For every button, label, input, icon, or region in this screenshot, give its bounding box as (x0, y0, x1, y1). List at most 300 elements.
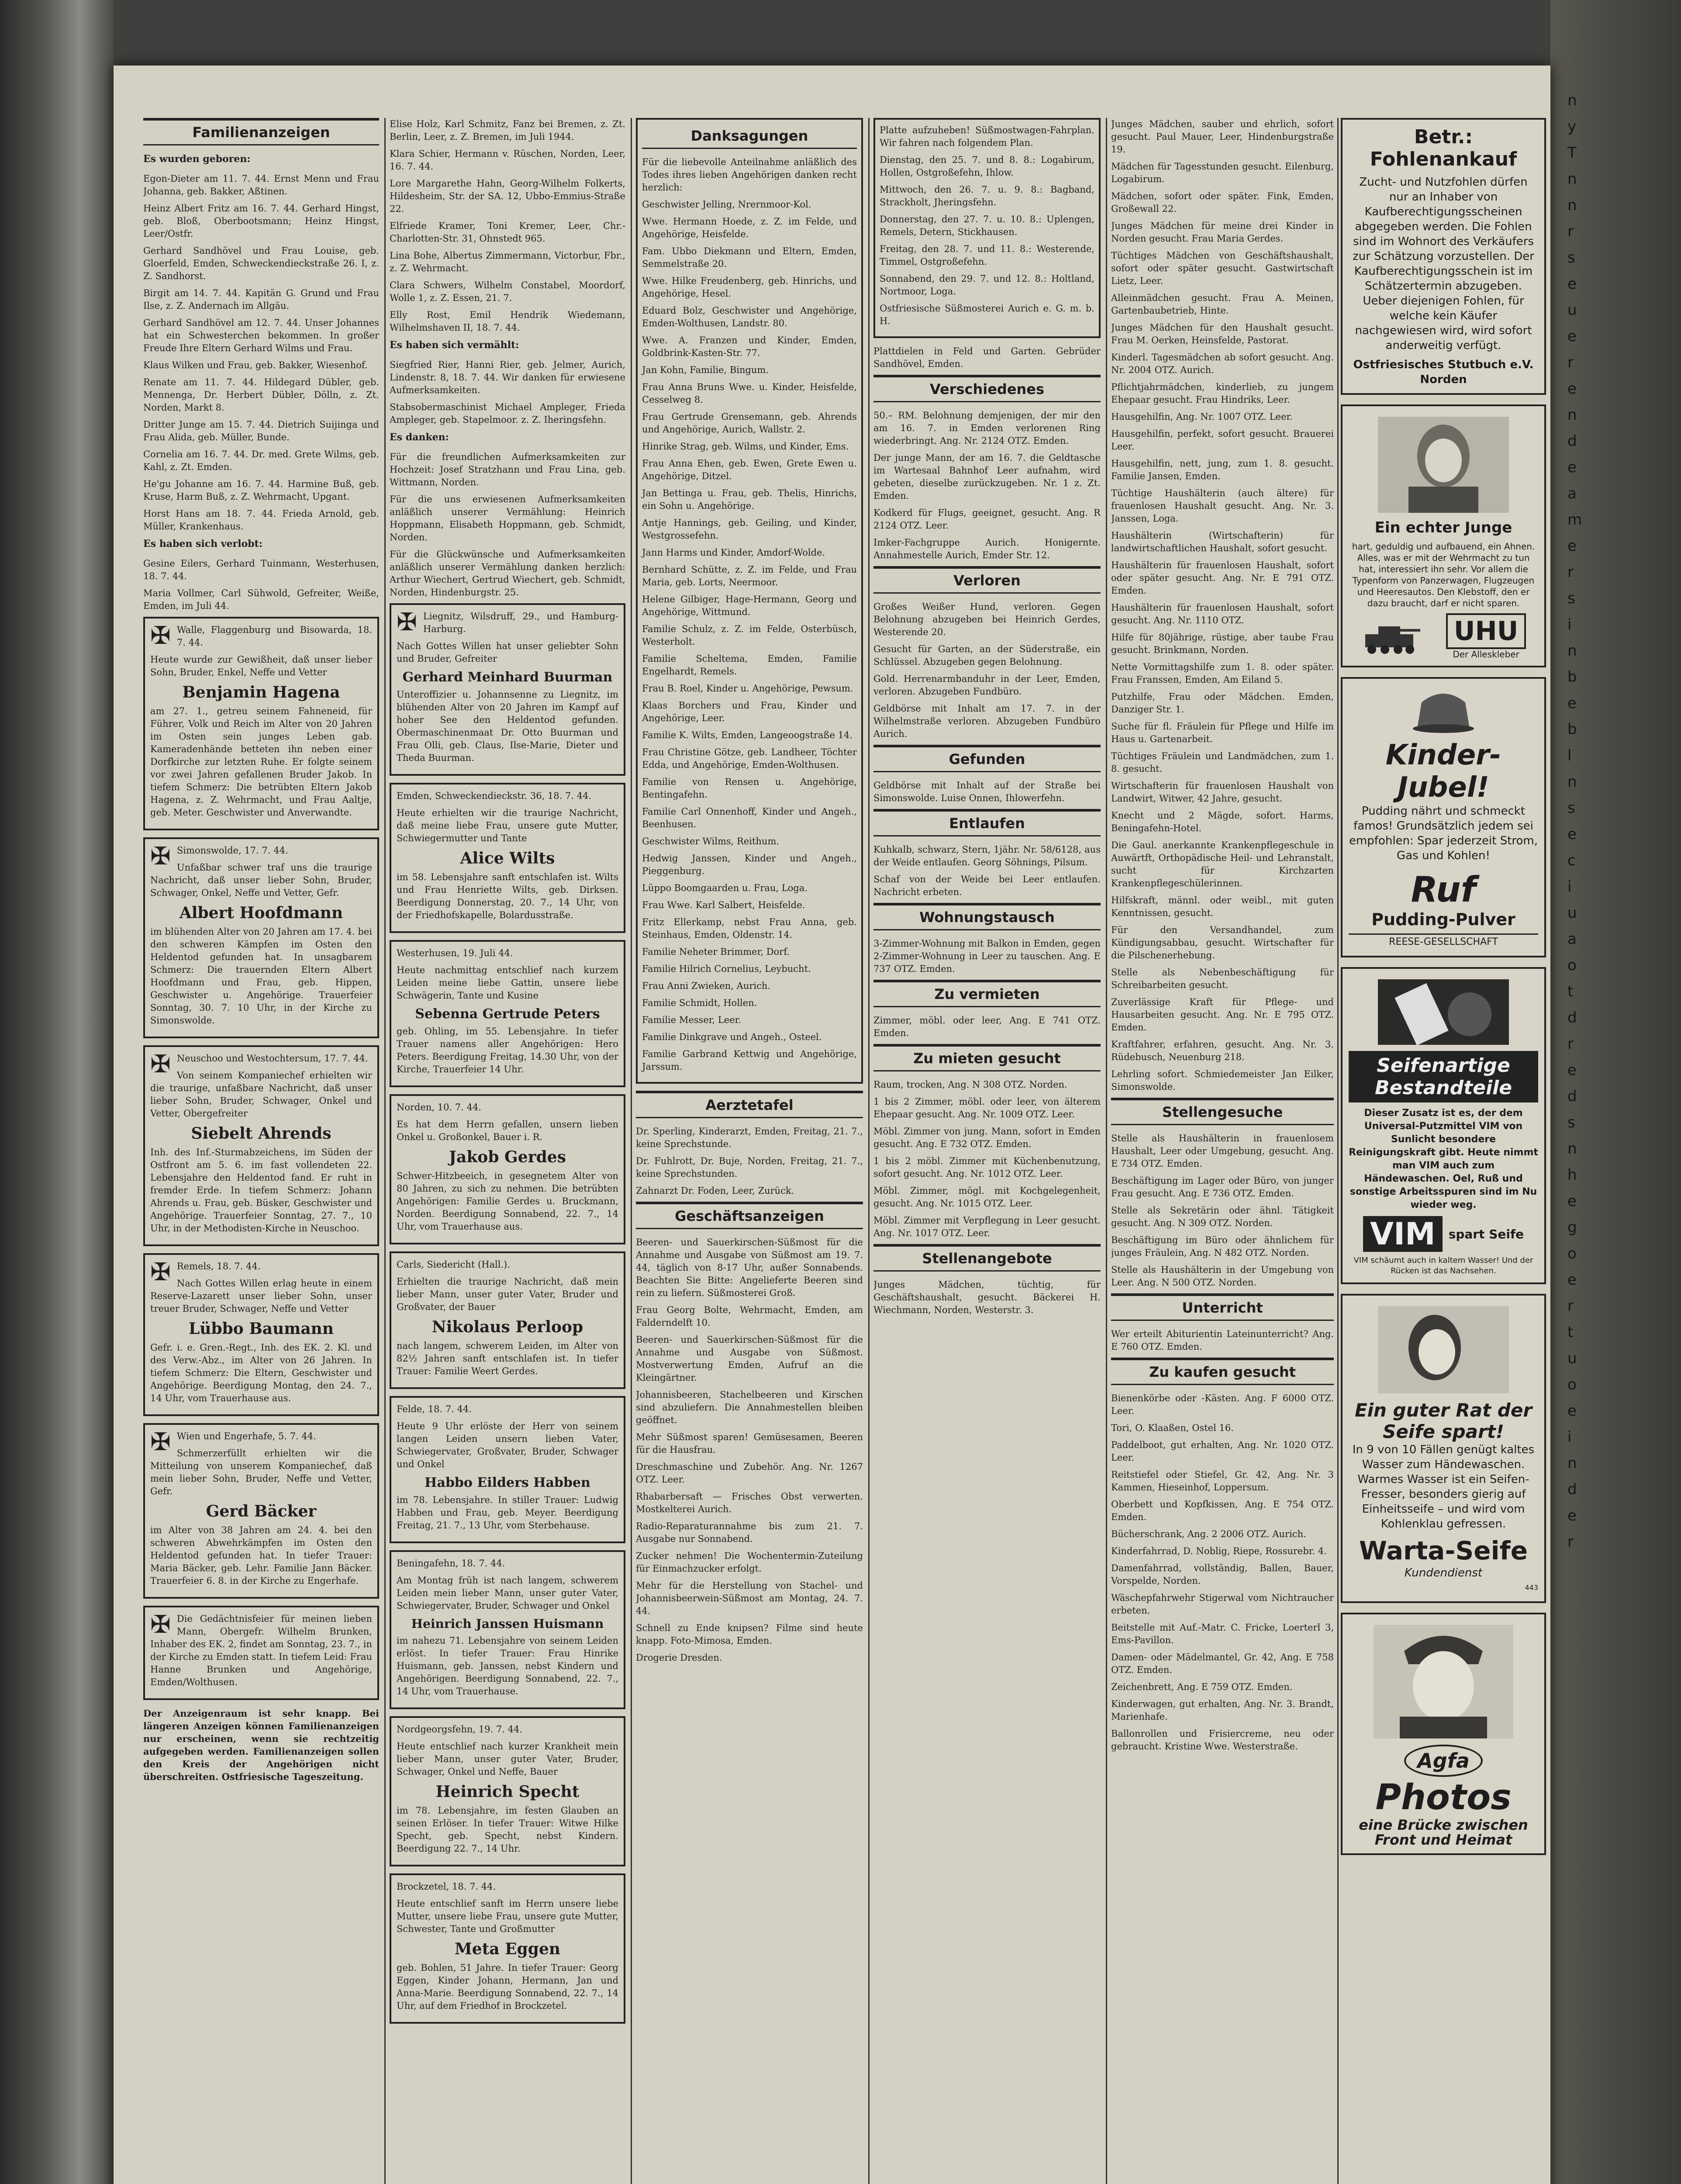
classified-entry: Hausgehilfin, Ang. Nr. 1007 OTZ. Leer. (1111, 411, 1293, 422)
thanks-entry: Familie Dinkgrave und Angeh., Osteel. (642, 1032, 822, 1042)
section-header-familienanzeigen: Familienanzeigen (143, 118, 379, 145)
classified-entry: Mädchen für Tagesstunden gesucht. Eilenburg, Logabirum. (1111, 161, 1334, 184)
ad-text: eine Brücke zwischen Front und Heimat (1359, 1817, 1528, 1848)
business-entry: Frau Georg Bolte, Wehrmacht, Emden, am Falderndelft 10. (636, 1305, 863, 1328)
birth-entry: Gerhard Sandhövel am 12. 7. 44. Unser Johannes hat ein Schwesterchen bekommen. In großer Freude Ihre Eltern Gerhard Wilms und Frau. (143, 318, 379, 353)
obituary-place: Neuschoo und Westochtersum, 17. 7. 44. (176, 1053, 368, 1064)
runaway-list (873, 843, 1101, 898)
iron-cross-icon: ✠ (150, 1428, 171, 1456)
newspaper-page (114, 66, 1550, 2184)
classified-entry: 3-Zimmer-Wohnung mit Balkon in Emden, gegen 2-Zimmer-Wohnung in Leer zu tauschen. Ang. E 737 OTZ. Emden. (873, 938, 1101, 974)
classified-entry: Beschäftigung im Büro oder ähnlichem für junges Fräulein, Ang. N 482 OTZ. Norden. (1111, 1235, 1334, 1258)
obituary-intro: Nach Gottes Willen erlag heute in einem Reserve-Lazarett unser lieber Sohn, unser treuer Bruder, Schwager, Neffe und Vetter (150, 1278, 372, 1314)
classified-entry: Knecht und 2 Mägde, sofort. Harms, Beningafehn-Hotel. (1111, 810, 1334, 833)
adjacent-page-fragment: s (1567, 249, 1575, 266)
adjacent-page-fragment: y (1567, 118, 1577, 135)
adjacent-page-fragment: d (1567, 432, 1577, 450)
section-header-stellengesuche: Stellengesuche (1111, 1098, 1334, 1125)
classified-entry: Junges Mädchen für meine drei Kinder in Norden gesucht. Frau Maria Gerdes. (1111, 221, 1334, 244)
adjacent-page-fragment: o (1567, 1376, 1577, 1393)
adjacent-page-fragment: n (1567, 1455, 1577, 1472)
timetable-entry: Dienstag, den 25. 7. und 8. 8.: Logabirum, Hollen, Ostgroßefehn, Ihlow. (880, 155, 1094, 178)
classified-entry: Plattdielen in Feld und Garten. Gebrüder Sandhövel, Emden. (873, 346, 1101, 369)
obituary-place: Brockzetel, 18. 7. 44. (397, 1881, 496, 1892)
classified-entry: Imker-Fachgruppe Aurich. Honigernte. Annahmestelle Aurich, Emder Str. 12. (873, 537, 1101, 560)
warta-subtitle: Kundendienst (1404, 1566, 1483, 1579)
engagement-entry: Lina Bohe, Albertus Zimmermann, Victorbur, Fbr., z. Z. Wehrmacht. (390, 250, 625, 273)
adjacent-page-fragment: b (1567, 668, 1577, 686)
obituary-text: im 58. Lebensjahre sanft entschlafen ist. Wilts und Frau Henriette Wilts, geb. Dirksen. Beerdigung Donnerstag, 20. 7., 14 Uhr, von der Friedhofskapelle, Bolardusstraße. (397, 872, 618, 920)
section-header-zu-kaufen-gesucht: Zu kaufen gesucht (1111, 1358, 1334, 1385)
obituary-text: am 27. 1., getreu seinem Fahneneid, für Führer, Volk und Reich im Alter von 20 Jahren im Osten sein junges Leben gab. Kameradenhände betteten ihn neben einer Dorfkirche zur letzten Ruhe. Er folgte seinem vor zwei Jahren gefallenen Bruder Jakob. In tiefem Schmerz: Die betrübten Eltern Jakob Hagena, z. Z. Wehrmacht, und Frau Aaltje, geb. Meter. Geschwister und Anverwandte. (150, 706, 372, 818)
thanks-entry: Familie Schmidt, Hollen. (642, 998, 757, 1008)
obituary-intro: Erhielten die traurige Nachricht, daß mein lieber Mann, unser guter Vater, Bruder und Großvater, der Bauer (397, 1276, 618, 1312)
obituary-buurman (390, 603, 625, 776)
cider-timetable-box (873, 118, 1101, 338)
timetable-entry: Platte aufzuheben! Süßmostwagen-Fahrplan. Wir fahren nach folgendem Plan. (880, 125, 1094, 148)
doctor-entry: Dr. Fuhlrott, Dr. Buje, Norden, Freitag, 21. 7., keine Sprechstunden. (636, 1156, 863, 1179)
classified-entry: Wäschepfahrwehr Stigerwal vom Nichtraucher erbeten. (1111, 1593, 1334, 1616)
obituary-text: Inh. des Inf.-Sturmabzeichens, im Süden der Ostfront am 5. 6. im fast vollendeten 22. Lebensjahre den Heldentod fand. Er ruht in fremder Erde. In tiefem Schmerz: Johann Ahrends u. Frau, geb. Büsker, Geschwister und Angehörige. Trauerfeier Sonntag, 27. 7., 10 Uhr, in der Methodisten-Kirche in Neuschoo. (150, 1147, 372, 1234)
engagement-entry: Klara Schier, Hermann v. Rüschen, Norden, Leer, 16. 7. 44. (390, 149, 625, 172)
business-entry: Rhabarbersaft — Frisches Obst verwerten. Mostkelterei Aurich. (636, 1491, 863, 1514)
adjacent-page-fragment: m (1567, 511, 1582, 529)
thanks-entry: Für die uns erwiesenen Aufmerksamkeiten anläßlich unserer Vermählung: Heinrich Hoppmann, Elisabeth Hoppmann, geb. Schmidt, Norden. (390, 494, 625, 543)
adjacent-page-fragment: e (1567, 1402, 1577, 1420)
business-entry: Dreschmaschine und Zubehör. Ang. Nr. 1267 OTZ. Leer. (636, 1462, 863, 1485)
obituary-place: Liegnitz, Wilsdruff, 29., und Hamburg-Harburg. (423, 611, 618, 634)
obituary-name: Gerd Bäcker (206, 1502, 317, 1521)
column-classifieds-b (1111, 118, 1334, 1757)
classified-entry: Möbl. Zimmer von jung. Mann, sofort in Emden gesucht. Ang. E 732 OTZ. Emden. (873, 1126, 1101, 1149)
obituary-intro: Heute erhielten wir die traurige Nachricht, daß meine liebe Frau, unsere gute Mutter, Schwiegermutter und Tante (397, 808, 618, 843)
section-header-verloren: Verloren (873, 566, 1101, 594)
birth-entry: Gerhard Sandhövel und Frau Louise, geb. Gloerfeld, Emden, Schweckendieckstraße 26. I, z. Z. Sandhorst. (143, 245, 379, 281)
obituary-place: Simonswolde, 17. 7. 44. (176, 845, 288, 856)
classified-entry: Geldbörse mit Inhalt auf der Straße bei Simonswolde. Luise Onnen, Ihlowerfehn. (873, 780, 1101, 803)
classified-entry: Beschäftigung im Lager oder Büro, von junger Frau gesucht. Ang. E 736 OTZ. Emden. (1111, 1175, 1334, 1199)
vim-logo-row (1349, 1216, 1538, 1252)
obituary-gerdes (390, 1094, 625, 1244)
adjacent-page-fragment: s (1567, 1114, 1575, 1131)
column-rule (868, 118, 870, 2184)
thanks-entry: Frau Gertrude Grensemann, geb. Ahrends und Angehörige, Aurich, Wallstr. 2. (642, 411, 857, 435)
obituary-name: Jakob Gerdes (449, 1148, 566, 1166)
classified-entry: Möbl. Zimmer, mögl. mit Kochgelegenheit, gesucht. Ang. Nr. 1015 OTZ. Leer. (873, 1185, 1101, 1209)
column-rule (631, 118, 632, 2184)
thanks-entry: Antje Hannings, geb. Geiling, und Kinder, Westgrossefehn. (642, 518, 857, 541)
business-entry: Mehr Süßmost sparen! Gemüsesamen, Beeren für die Hausfrau. (636, 1432, 863, 1455)
adjacent-page-fragment: u (1567, 301, 1577, 319)
thanks-entry: Helene Gilbiger, Hage-Hermann, Georg und Angehörige, Wittmund. (642, 594, 857, 617)
obituary-perloop (390, 1251, 625, 1389)
thanks-entry: Frau Christine Götze, geb. Landheer, Töchter Edda, und Angehörige, Emden-Wolthusen. (642, 747, 857, 770)
engagement-list (143, 557, 379, 612)
section-header-zu-mieten-gesucht: Zu mieten gesucht (873, 1044, 1101, 1071)
obituary-eggen (390, 1873, 625, 2024)
ad-title: Kinder-Jubel! (1385, 739, 1502, 804)
thanks-entry: Frau Anna Bruns Wwe. u. Kinder, Heisfelde, Cesselweg 8. (642, 382, 857, 405)
obituary-text: im nahezu 71. Lebensjahre von seinem Leiden erlöst. In tiefer Trauer: Frau Hinrike Huismann, geb. Janssen, nebst Kindern und Angehörigen. Beerdigung Sonnabend, 22. 7., 14 Uhr, vom Trauerhause. (397, 1635, 618, 1697)
classified-entry: Kraftfahrer, erfahren, gesucht. Ang. Nr. 3. Rüdebusch, Neuenburg 218. (1111, 1039, 1334, 1062)
vim-brand: VIM (1363, 1216, 1443, 1252)
classified-entry: Zuverlässige Kraft für Pflege- und Hausarbeiten gesucht. Ang. Nr. E 795 OTZ. Emden. (1111, 997, 1334, 1033)
uhu-tagline: Der Alleskleber (1453, 649, 1519, 660)
classified-entry: 50.– RM. Belohnung demjenigen, der mir den am 16. 7. in Emden verlorenen Ring wiederbringt. Ang. Nr. 2124 OTZ. Emden. (873, 410, 1101, 446)
ad-warta-seife (1341, 1294, 1546, 1603)
column-rule (384, 118, 386, 2184)
classified-entry: Stelle als Haushälterin in der Umgebung von Leer. Ang. N 500 OTZ. Norden. (1111, 1265, 1334, 1288)
thanks-entry: Familie Neheter Brimmer, Dorf. (642, 947, 790, 957)
adjacent-page-fragment: e (1567, 380, 1577, 397)
obituary-name: Gerhard Meinhard Buurman (402, 670, 613, 685)
column-family-notices (143, 118, 379, 1787)
classified-entry: Hilfe für 80jährige, rüstige, aber taube Frau gesucht. Brinkmann, Norden. (1111, 632, 1334, 655)
classified-entry: Möbl. Zimmer mit Verpflegung in Leer gesucht. Ang. Nr. 1017 OTZ. Leer. (873, 1215, 1101, 1238)
business-entry: Johannisbeeren, Stachelbeeren und Kirschen sind abzuliefern. Die Annahmestellen bleiben geöffnet. (636, 1389, 863, 1425)
birth-entry: Klaus Wilken und Frau, geb. Bakker, Wiesenhof. (143, 360, 368, 370)
obituary-place: Walle, Flaggenburg und Bisowarda, 18. 7. 44. (176, 625, 372, 648)
adjacent-page-text (1567, 87, 1672, 1555)
obituary-place: Carls, Siedericht (Hall.). (397, 1259, 511, 1270)
birth-entry: He'gu Johanne am 16. 7. 44. Harmine Buß, geb. Kruse, Harm Buß, z. Z. Wehrmacht, Upgant. (143, 479, 379, 502)
thanks-entry: Jan Kohn, Familie, Bingum. (642, 365, 769, 375)
ad-title: Betr.: Fohlenankauf (1370, 126, 1517, 170)
obituary-place: Felde, 18. 7. 44. (397, 1404, 472, 1414)
cider-timetable (880, 124, 1094, 328)
thanks-entry: Familie Carl Onnenhoff, Kinder und Angeh., Beenhusen. (642, 806, 857, 829)
thanks-entry: Wwe. Hermann Hoede, z. Z. im Felde, und Angehörige, Heisfelde. (642, 216, 857, 239)
iron-cross-icon: ✠ (150, 842, 171, 871)
classified-entry: 1 bis 2 möbl. Zimmer mit Küchenbenutzung, sofort gesucht. Ang. Nr. 1012 OTZ. Leer. (873, 1156, 1101, 1179)
business-entry: Mehr für die Herstellung von Stachel- und Johannisbeerwein-Süßmost am Montag, 24. 7. 44. (636, 1580, 863, 1616)
doctor-entry: Dr. Sperling, Kinderarzt, Emden, Freitag, 21. 7., keine Sprechstunde. (636, 1126, 863, 1149)
adjacent-page-fragment: u (1567, 1350, 1577, 1367)
wanted-to-buy-list (1111, 1392, 1334, 1753)
ruf-company: REESE-GESELLSCHAFT (1349, 933, 1538, 950)
classified-entry: Tüchtiges Fräulein und Landmädchen, zum 1. 8. gesucht. (1111, 751, 1334, 774)
adjacent-page-fragment: e (1567, 826, 1577, 843)
for-rent-list (873, 1014, 1101, 1040)
classified-entry: Junges Mädchen, tüchtig, für Geschäftshaushalt, gesucht. Bäckerei H. Wiechmann, Norden, Westerstr. 3. (873, 1279, 1101, 1315)
classified-entry: Kodkerd für Flugs, geeignet, gesucht. Ang. R 2124 OTZ. Leer. (873, 508, 1101, 531)
timetable-entry: Mittwoch, den 26. 7. u. 9. 8.: Bagband, Strackholt, Jheringsfehn. (880, 184, 1094, 207)
tank-icon (1361, 617, 1422, 656)
thanks-entry: Familie Messer, Leer. (642, 1015, 742, 1025)
business-entry: Beeren- und Sauerkirschen-Süßmost für die Annahme und Ausgabe von Süßmost am 19. 7. 44, täglich von 8-17 Uhr, außer Sonnabends. Beachten Sie Bitte: Angelieferte Beeren sind rein zu liefern. Süßmosterei Groß. (636, 1237, 863, 1298)
classified-entry: Kinderfahrrad, D. Noblig, Riepe, Rossurebr. 4. (1111, 1546, 1327, 1556)
obituary-habben (390, 1396, 625, 1543)
soldier-portrait-icon (1374, 1625, 1513, 1738)
obituary-place: Westerhusen, 19. Juli 44. (397, 948, 513, 958)
engagement-entry: Clara Schwers, Wilhelm Constabel, Moordorf, Wolle 1, z. Z. Essen, 21. 7. (390, 280, 625, 303)
adjacent-page-fragment: n (1567, 92, 1577, 109)
engagement-entry: Elfriede Kramer, Toni Kremer, Leer, Chr.-Charlotten-Str. 31, Ohnstedt 965. (390, 221, 625, 244)
adjacent-page-fragment: r (1567, 1297, 1574, 1315)
classified-entry: Mädchen, sofort oder später. Fink, Emden, Großewall 22. (1111, 191, 1334, 214)
classified-entry: Oberbett und Kopfkissen, Ang. E 754 OTZ. Emden. (1111, 1499, 1334, 1522)
thanks-list (642, 156, 857, 1073)
obituary-wilts (390, 783, 625, 933)
engagement-entry: Elise Holz, Karl Schmitz, Fanz bei Bremen, z. Zt. Berlin, Leer, z. Z. Bremen, im Juli 1944. (390, 119, 625, 142)
thanks-entry: Wwe. Hilke Freudenberg, geb. Hinrichs, und Angehörige, Hesel. (642, 276, 857, 299)
adjacent-page-fragment: l (1567, 747, 1572, 764)
classified-entry: Tüchtiges Mädchen von Geschäftshaushalt, sofort oder später gesucht. Gastwirtschaft Lietz, Leer. (1111, 250, 1334, 286)
obituary-intro: Am Montag früh ist nach langem, schwerem Leiden mein lieber Mann, unser guter Vater, Schwiegervater, Bruder, Schwager und Onkel (397, 1575, 618, 1611)
tutoring-list (1111, 1328, 1334, 1353)
obituary-text: im 78. Lebensjahre. In stiller Trauer: Ludwig Habben und Frau, geb. Meyer. Beerdigung Freitag, 21. 7., 13 Uhr, vom Sterbehause. (397, 1495, 618, 1531)
birth-list (143, 173, 379, 533)
doctors-list (636, 1125, 863, 1197)
subheading-married: Es haben sich vermählt: (390, 339, 519, 351)
section-header-gefunden: Gefunden (873, 745, 1101, 772)
ad-title: Photos (1375, 1777, 1512, 1818)
classified-entry: Der junge Mann, der am 16. 7. die Geldtasche im Wartesaal Bahnhof Leer aufnahm, wird gebeten, dieselbe zurückzugeben. Nr. 1 z. Zt. Emden. (873, 453, 1101, 501)
obituary-text: geb. Ohling, im 55. Lebensjahre. In tiefer Trauer namens aller Angehörigen: Hero Peters. Beerdigung Freitag, 14.30 Uhr, von der Kirche, Trauerfeier 14 Uhr. (397, 1026, 618, 1075)
obituary-name: Albert Hoofdmann (179, 904, 343, 922)
uhu-brand: UHU (1446, 613, 1526, 649)
adjacent-page-fragment: s (1567, 799, 1575, 817)
obituary-intro: Es hat dem Herrn gefallen, unsern lieben Onkel u. Großonkel, Bauer i. R. (397, 1119, 618, 1142)
classified-entry: Hausgehilfin, perfekt, sofort gesucht. Brauerei Leer. (1111, 429, 1334, 452)
timetable-entry: Ostfriesische Süßmosterei Aurich e. G. m. b. H. (880, 303, 1094, 326)
section-header-wohnungstausch: Wohnungstausch (873, 903, 1101, 930)
job-listings (1111, 118, 1334, 1093)
thanks-entry: Eduard Bolz, Geschwister und Angehörige, Emden-Wolthusen, Landstr. 80. (642, 305, 857, 328)
classified-entry: Großes Weißer Hund, verloren. Gegen Belohnung abzugeben bei Heinrich Gerdes, Westerende 20. (873, 601, 1101, 637)
section-header-entlaufen: Entlaufen (873, 809, 1101, 836)
subheading-thanks: Es danken: (390, 432, 449, 443)
obituary-name: Sebenna Gertrude Peters (415, 1006, 600, 1022)
timetable-entry: Freitag, den 28. 7. und 11. 8.: Westerende, Timmel, Ostgroßefehn. (880, 244, 1094, 267)
ruf-product: Pudding-Pulver (1371, 910, 1515, 929)
classified-entry: Suche für fl. Fräulein für Pflege und Hilfe im Haus u. Gartenarbeit. (1111, 721, 1334, 744)
adjacent-page-fragment: d (1567, 1481, 1577, 1498)
obituary-ahrends (143, 1045, 379, 1246)
column-thanks-business (636, 118, 863, 1669)
obituary-hagena (143, 617, 379, 830)
classified-entry: Wirtschafterin für frauenlosen Haushalt von Landwirt, Witwer, 42 Jahre, gesucht. (1111, 781, 1334, 804)
birth-entry: Heinz Albert Fritz am 16. 7. 44. Gerhard Hingst, geb. Bloß, Oberbootsmann; Heinz Hingst, Leer/Ostfr. (143, 203, 379, 239)
subheading-engaged: Es haben sich verlobt: (143, 538, 262, 549)
ad-uhu (1341, 404, 1546, 667)
column-classifieds-a (873, 118, 1101, 1321)
birth-entry: Birgit am 14. 7. 44. Kapitän G. Grund und Frau Ilse, z. Z. Andernach im Allgäu. (143, 288, 379, 311)
iron-cross-icon: ✠ (150, 1258, 171, 1286)
thanks-entry: Frau B. Roel, Kinder u. Angehörige, Pewsum. (642, 683, 853, 694)
adjacent-page-fragment: o (1567, 957, 1577, 974)
classified-entry: 1 bis 2 Zimmer, möbl. oder leer, von älterem Ehepaar gesucht. Ang. Nr. 1009 OTZ. Leer. (873, 1096, 1101, 1120)
classified-entry: Stelle als Haushälterin in frauenlosem Haushalt, Leer oder Umgebung, gesucht. Ang. E 734 OTZ. Emden. (1111, 1133, 1334, 1169)
classified-entry: Haushälterin für frauenlosen Haushalt, sofort gesucht. Ang. Nr. 1110 OTZ. (1111, 602, 1334, 625)
birth-entry: Renate am 11. 7. 44. Hildegard Dübler, geb. Mennenga, Dr. Herbert Dübler, Dölln, z. Zt. Norden, Markt 8. (143, 377, 379, 413)
adjacent-page-fragment: n (1567, 170, 1577, 188)
ad-text: hart, geduldig und aufbauend, ein Ahnen. Alles, was er mit der Wehrmacht zu tun hat, interessiert ihn sehr. Vor allem die Typenform von Panzerwagen, Flugzeugen und Heeresautos. Den Klebstoff, den er dazu braucht, darf er nicht sparen. (1352, 541, 1535, 608)
obituary-text: im Alter von 38 Jahren am 24. 4. bei den schweren Abwehrkämpfen im Osten den Heldentod gefunden hat. In tiefer Trauer: Maria Bäcker, geb. Lehr. Familie Jann Bäcker. Trauerfeier 6. 8. in der Kirche zu Engerhafe. (150, 1525, 372, 1586)
job-offers-list (873, 1279, 1101, 1317)
thanks-entry: Frau Anna Ehen, geb. Ewen, Grete Ewen u. Angehörige, Ditzel. (642, 458, 857, 481)
obituary-text: im 78. Lebensjahre, im festen Glauben an seinen Erlöser. In tiefer Trauer: Witwe Hilke Specht, geb. Specht, nebst Kindern. Beerdigung 22. 7., 14 Uhr. (397, 1805, 618, 1854)
adjacent-page-fragment: d (1567, 1088, 1577, 1105)
classified-entry: Alleinmädchen gesucht. Frau A. Meinen, Gartenbaubetrieb, Hinte. (1111, 293, 1334, 316)
classified-entry: Kinderwagen, gut erhalten, Ang. Nr. 3. Brandt, Marienhafe. (1111, 1699, 1334, 1722)
business-entry: Zucker nehmen! Die Wochentermin-Zuteilung für Einmachzucker erfolgt. (636, 1551, 863, 1574)
adjacent-page-fragment: n (1567, 1140, 1577, 1158)
wanted-to-rent-list (873, 1078, 1101, 1240)
classified-entry: Haushälterin (Wirtschafterin) für landwirtschaftlichen Haushalt, sofort gesucht. (1111, 530, 1334, 553)
column-rule (1337, 118, 1339, 2184)
iron-cross-icon: ✠ (150, 1050, 171, 1078)
ad-text: Zucht- und Nutzfohlen dürfen nur an Inhaber von Kaufberechtigungsscheinen abgegeben werden. Die Fohlen sind im Wohnort des Verkäufers zur Schätzung vorzustellen. Der Kaufberechtigungsschein ist im Schätzertermin abzugeben. Ueber diejenigen Fohlen, für welche kein Käufer nachgewiesen wird, wird sofort anderweitig verfügt. (1353, 176, 1534, 352)
obituary-name: Benjamin Hagena (182, 683, 340, 702)
advertisement-column (1341, 118, 1546, 1865)
business-entry: Radio-Reparaturannahme bis zum 21. 7. Ausgabe nur Sonnabend. (636, 1521, 863, 1544)
obituary-name: Heinrich Specht (435, 1783, 580, 1801)
classified-entry: Tori, O. Klaaßen, Ostel 16. (1111, 1423, 1234, 1433)
obituary-text: Unteroffizier u. Johannsenne zu Liegnitz, im blühenden Alter von 20 Jahren im Kampf auf hoher See den Heldentod gefunden. Obermaschinenmaat Dr. Otto Buurman und Frau Olli, geb. Claus, Ilse-Marie, Dieter und Theda Buurman. (397, 689, 618, 763)
adjacent-page-fragment: r (1567, 354, 1574, 371)
ad-title: Ein echter Junge (1374, 519, 1512, 536)
adjacent-page-fragment: n (1567, 197, 1577, 214)
classified-entry: Kinderl. Tagesmädchen ab sofort gesucht. Ang. Nr. 2004 OTZ. Aurich. (1111, 352, 1334, 375)
thanks-entry: Jann Harms und Kinder, Amdorf-Wolde. (642, 547, 825, 558)
birth-entry: Horst Hans am 18. 7. 44. Frieda Arnold, geb. Müller, Krankenhaus. (143, 508, 379, 532)
adjacent-page-fragment: s (1567, 590, 1575, 607)
adjacent-page-fragment: e (1567, 537, 1577, 555)
business-list (636, 1236, 863, 1664)
adjacent-page-fragment: e (1567, 1061, 1577, 1079)
found-list (873, 779, 1101, 805)
classified-entry: Raum, trocken, Ang. N 308 OTZ. Norden. (873, 1079, 1067, 1090)
obituary-place: Nordgeorgsfehn, 19. 7. 44. (397, 1724, 523, 1735)
engagement-entry: Lore Margarethe Hahn, Georg-Wilhelm Folkerts, Hildesheim, Str. der SA. 12, Ubbo-Emmius-Straße 22. (390, 178, 625, 214)
section-header-aerztetafel: Aerztetafel (636, 1091, 863, 1118)
thanks-entry: Familie K. Wilts, Emden, Langeoogstraße 14. (642, 730, 853, 740)
adjacent-page-fragment: r (1567, 563, 1574, 581)
engagement-entry: Elly Rost, Emil Hendrik Wiedemann, Wilhelmshaven II, 18. 7. 44. (390, 310, 625, 333)
ad-vim (1341, 967, 1546, 1284)
adjacent-page-fragment: a (1567, 485, 1577, 502)
obituary-intro: Von seinem Kompaniechef erhielten wir die traurige, unfaßbare Nachricht, daß unser lieber Sohn, Bruder, Schwager, Onkel und Vetter, Obergefreiter (150, 1070, 372, 1119)
classified-entry: Bienenkörbe oder -Kästen. Ang. F 6000 OTZ. Leer. (1111, 1393, 1334, 1416)
ad-text: Dieser Zusatz ist es, der dem Universal-Putzmittel VIM von Sunlicht besondere Reinigungskraft gibt. Heute nimmt man VIM auch zum Händewaschen. Oel, Ruß und sonstige Arbeitsspuren sind im Nu wieder weg. (1349, 1108, 1538, 1210)
obituary-intro: Heute 9 Uhr erlöste der Herr von seinem langen Leiden unsern lieben Vater, Schwiegervater, Großvater, Bruder, Schwager und Onkel (397, 1421, 618, 1469)
thanks-entry: Lüppo Boomgaarden u. Frau, Loga. (642, 883, 808, 893)
agfa-logo: Agfa (1404, 1745, 1483, 1777)
timetable-entry: Donnerstag, den 27. 7. u. 10. 8.: Uplengen, Remels, Detern, Stickhausen. (880, 214, 1094, 237)
obituary-name: Habbo Eilders Habben (425, 1475, 590, 1490)
ad-signature: Ostfriesisches Stutbuch e.V. Norden (1353, 358, 1534, 386)
adjacent-page-fragment: e (1567, 459, 1577, 476)
adjacent-page-edge (1550, 0, 1681, 2184)
adjacent-page-fragment: e (1567, 1507, 1577, 1524)
classified-entry: Junges Mädchen, sauber und ehrlich, sofort gesucht. Paul Mauer, Leer, Hindenburgstraße 19. (1111, 119, 1334, 155)
section-header-verschiedenes: Verschiedenes (873, 375, 1101, 402)
classified-entry: Damen- oder Mädelmantel, Gr. 42, Ang. E 758 OTZ. Emden. (1111, 1652, 1334, 1675)
vim-slogan: spart Seife (1448, 1227, 1524, 1241)
classified-entry: Bücherschrank, Ang. 2 2006 OTZ. Aurich. (1111, 1529, 1306, 1539)
adjacent-page-fragment: e (1567, 1271, 1577, 1289)
adjacent-page-fragment: e (1567, 275, 1577, 293)
thanks-entry: Jan Bettinga u. Frau, geb. Thelis, Hinrichs, ein Sohn u. Angehörige. (642, 488, 857, 511)
adjacent-page-fragment: e (1567, 1192, 1577, 1210)
birth-entry: Cornelia am 16. 7. 44. Dr. med. Grete Wilms, geb. Kahl, z. Zt. Emden. (143, 449, 379, 472)
adjacent-page-fragment: r (1567, 1533, 1574, 1551)
section-header-zu-vermieten: Zu vermieten (873, 980, 1101, 1007)
thanks-entry: Familie Garbrand Kettwig und Angehörige, Jarssum. (642, 1049, 857, 1072)
ad-title: Ein guter Rat der Seife spart! (1354, 1400, 1533, 1442)
engagement-entry: Gesine Eilers, Gerhard Tuinmann, Westerhusen, 18. 7. 44. (143, 558, 379, 581)
adjacent-page-fragment: i (1567, 1428, 1572, 1446)
adjacent-page-fragment: i (1567, 878, 1572, 895)
marriage-entry: Siegfried Rier, Hanni Rier, geb. Jelmer, Aurich, Lindenstr. 8, 18. 7. 44. Wir danken für erwiesene Aufmerksamkeiten. (390, 359, 625, 395)
obituary-huismann (390, 1550, 625, 1709)
section-header-danksagungen: Danksagungen (642, 124, 857, 149)
thanks-entry: Für die liebevolle Anteilnahme anläßlich des Todes ihres lieben Angehörigen danken recht herzlich: (642, 157, 857, 193)
classified-entry: Zimmer, möbl. oder leer, Ang. E 741 OTZ. Emden. (873, 1015, 1101, 1038)
birth-entry: Egon-Dieter am 11. 7. 44. Ernst Menn und Frau Johanna, geb. Bakker, Aßtinen. (143, 173, 379, 197)
classified-entry: Gold. Herrenarmbanduhr in der Leer, Emden, verloren. Abzugeben Fundbüro. (873, 674, 1101, 697)
thanks-entry: Frau Anni Zwieken, Aurich. (642, 981, 771, 991)
classified-entry: Schaf von der Weide bei Leer entlaufen. Nachricht erbeten. (873, 874, 1101, 897)
obituary-intro: Schmerzerfüllt erhielten wir die Mitteilung von unserem Kompaniechef, daß mein lieber Sohn, Bruder, Neffe und Vetter, Gefr. (150, 1448, 372, 1496)
obituary-intro: Heute wurde zur Gewißheit, daß unser lieber Sohn, Bruder, Enkel, Neffe und Vetter (150, 654, 372, 677)
ad-ruf-pudding (1341, 677, 1546, 957)
obituary-place: Norden, 10. 7. 44. (397, 1102, 481, 1113)
adjacent-page-fragment: r (1567, 223, 1574, 240)
ad-text: Pudding nährt und schmeckt famos! Grundsätzlich jedem sei empfohlen: Spar jederzeit Strom, Gas und Kohlen! (1349, 805, 1538, 862)
obituary-text: nach langem, schwerem Leiden, im Alter von 82½ Jahren sanft entschlafen ist. In tiefer Trauer: Familie Weert Gerdes. (397, 1341, 618, 1376)
adjacent-page-fragment: t (1567, 1324, 1574, 1341)
adjacent-page-fragment: r (1567, 1035, 1574, 1053)
adjacent-page-fragment: d (1567, 1009, 1577, 1026)
misc-list (873, 409, 1101, 562)
classified-entry: Zeichenbrett, Ang. E 759 OTZ. Emden. (1111, 1682, 1293, 1692)
classified-entry: Nette Vormittagshilfe zum 1. 8. oder später. Frau Franssen, Emden, Am Eiland 5. (1111, 662, 1334, 685)
adjacent-page-fragment: h (1567, 1166, 1577, 1184)
birth-entry: Dritter Junge am 15. 7. 44. Dietrich Suijinga und Frau Alida, geb. Müller, Bunde. (143, 419, 379, 442)
classified-entry: Hilfskraft, männl. oder weibl., mit guten Kenntnissen, gesucht. (1111, 895, 1334, 918)
thanks-entry: Wwe. A. Franzen und Kinder, Emden, Goldbrink-Kasten-Str. 77. (642, 335, 857, 358)
classified-entry: Pflichtjahrmädchen, kinderlieb, zu jungem Ehepaar gesucht. Frau Hindriks, Leer. (1111, 382, 1334, 405)
thanks-entry: Für die Glückwünsche und Aufmerksamkeiten anläßlich unserer Vermählung danken herzlich: Arthur Wiechert, Gertrud Wiechert, geb. Schmidt, Norden, Hindenburgstr. 25. (390, 549, 625, 598)
book-binding (0, 0, 114, 2184)
ruf-brand: Ruf (1411, 869, 1476, 910)
ad-title: Seifenartige Bestandteile (1349, 1051, 1538, 1102)
section-header-geschaeftsanzeigen: Geschäftsanzeigen (636, 1202, 863, 1229)
adjacent-page-fragment: b (1567, 721, 1577, 738)
ad-number: 443 (1525, 1583, 1538, 1592)
business-entry: Drogerie Dresden. (636, 1652, 722, 1663)
obituary-name: Heinrich Janssen Huismann (411, 1617, 604, 1631)
timetable-entry: Sonnabend, den 29. 7. und 12. 8.: Holtland, Nortmoor, Loga. (880, 273, 1094, 297)
adjacent-page-fragment: g (1567, 1219, 1577, 1236)
obituary-intro: Heute nachmittag entschlief nach kurzem Leiden meine liebe Gattin, unsere liebe Schwägerin, Tante und Kusine (397, 965, 618, 1001)
woman-portrait-icon (1378, 1306, 1509, 1393)
classified-entry: Paddelboot, gut erhalten, Ang. Nr. 1020 OTZ. Leer. (1111, 1440, 1334, 1463)
classified-entry: Die Gaul. anerkannte Krankenpflegeschule in Auwärtft, Orthopädische Heil- und Lehranstalt, sucht für Kirchzarten Krankenpflegeschülerinnen. (1111, 840, 1334, 888)
engagement-entry: Maria Vollmer, Carl Sühwold, Gefreiter, Weiße, Emden, im Juli 44. (143, 588, 379, 611)
doctor-entry: Zahnarzt Dr. Foden, Leer, Zurück. (636, 1185, 794, 1196)
adjacent-page-fragment: e (1567, 695, 1577, 712)
uhu-logo-row (1349, 613, 1538, 660)
thanks-entry: Geschwister Jelling, Nrernmoor-Kol. (642, 199, 811, 210)
thanks-entry: Hedwig Janssen, Kinder und Angeh., Pieggenburg. (642, 853, 857, 876)
classified-entry: Stelle als Sekretärin oder ähnl. Tätigkeit gesucht. Ang. N 309 OTZ. Norden. (1111, 1205, 1334, 1228)
ad-text: In 9 von 10 Fällen genügt kaltes Wasser zum Händewaschen. Warmes Wasser ist ein Seifen-Fresser, besonders gierig auf Einheitsseife – und wird vom Kohlenklau gefressen. (1352, 1443, 1535, 1531)
classified-entry: Haushälterin für frauenlosen Haushalt, sofort oder später gesucht. Ang. Nr. E 791 OTZ. Emden. (1111, 560, 1334, 596)
classified-entry: Reitstiefel oder Stiefel, Gr. 42, Ang. Nr. 3 Kammen, Hieseinhof, Loppersum. (1111, 1469, 1334, 1493)
